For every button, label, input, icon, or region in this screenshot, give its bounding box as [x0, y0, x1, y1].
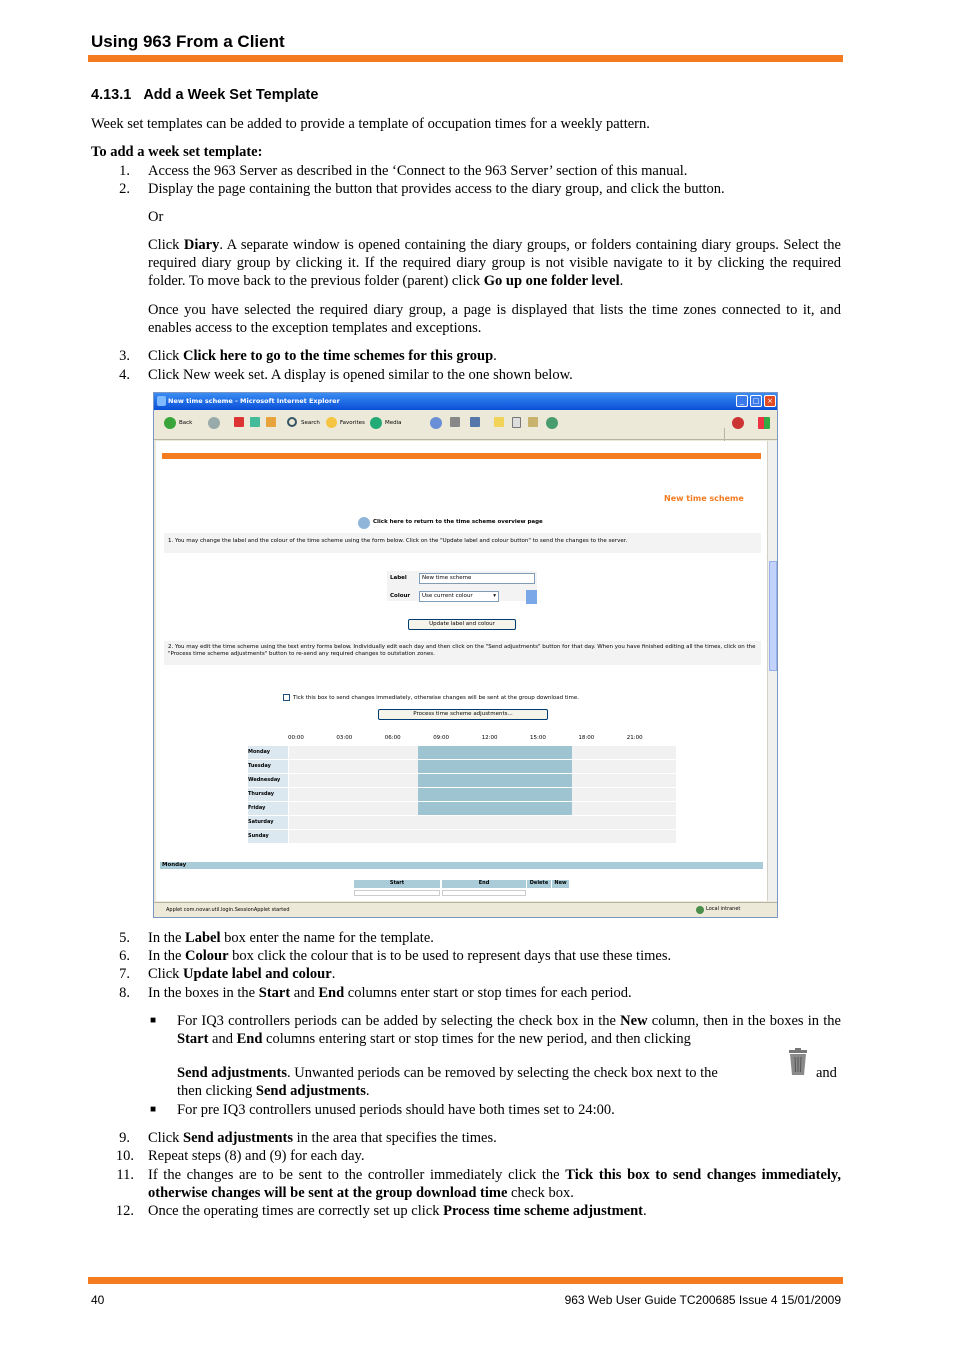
hour-label: 09:00 — [433, 735, 450, 741]
step-9: Click Send adjustments in the area that specifies the times. — [148, 1130, 497, 1146]
bullet-marker: ■ — [150, 1104, 157, 1115]
hour-label: 21:00 — [626, 735, 643, 741]
header-rule — [88, 55, 843, 62]
col-delete: Delete — [527, 880, 551, 888]
browser-screenshot — [153, 392, 778, 918]
zone-text: Local intranet — [706, 906, 741, 912]
norton-icon[interactable] — [732, 417, 744, 429]
refresh-icon[interactable] — [250, 417, 260, 427]
hour-label: 06:00 — [384, 735, 401, 741]
bullet-1-cont: Send adjustments. Unwanted periods can be removed by selecting the check box next to the — [177, 1065, 718, 1081]
stop-icon[interactable] — [234, 417, 244, 427]
colour-select[interactable]: Use current colour ▾ — [419, 591, 499, 602]
intranet-icon — [696, 906, 704, 914]
media-icon[interactable] — [370, 417, 382, 429]
footer-rule — [88, 1277, 843, 1284]
close-icon[interactable]: × — [764, 395, 776, 407]
status-bar: Applet com.novar.util.login.SessionApplet started — [154, 902, 777, 917]
day-track[interactable] — [289, 816, 676, 829]
col-start: Start — [354, 880, 440, 888]
forward-icon[interactable] — [208, 417, 220, 429]
media-button[interactable]: Media — [385, 420, 402, 426]
scroll-thumb[interactable] — [769, 561, 777, 671]
day-track[interactable] — [289, 830, 676, 843]
start-input[interactable] — [354, 890, 440, 896]
bullet-2: For pre IQ3 controllers unused periods should have both times set to 24:00. — [177, 1102, 615, 1118]
note-1: 1. You may change the label and the colour of the time scheme using the form below. Click on the "Update label and colour button" to send the changes to the server. — [168, 538, 628, 544]
return-arrow-icon[interactable] — [358, 517, 370, 529]
page-icon[interactable] — [512, 417, 521, 428]
day-bar-label: Monday — [162, 862, 187, 868]
diary-paragraph: Click Diary. A separate window is opened containing the diary groups, or folders containing diary groups. Select the required diary group by clicking it. If the required diary group is not visible navigate to it by clicking the required folder. To move back to the previous folder (parent) click Go up one folder level. — [148, 237, 841, 289]
step-4: Click New week set. A display is opened similar to the one shown below. — [148, 367, 573, 383]
step-6: In the Colour box click the colour that is to be used to represent days that use these times. — [148, 948, 672, 964]
step-5: In the Label box enter the name for the template. — [148, 930, 434, 946]
label-caption: Label — [390, 575, 407, 581]
hour-label: 03:00 — [336, 735, 353, 741]
section-title: 4.13.1 Add a Week Set Template — [91, 87, 319, 103]
chevron-down-icon: ▾ — [493, 593, 496, 599]
search-icon[interactable] — [287, 417, 297, 427]
hour-label: 12:00 — [481, 735, 498, 741]
hour-labels — [288, 735, 678, 743]
bullet-1-end: then clicking Send adjustments. — [177, 1083, 370, 1099]
process-adjustments-button[interactable]: Process time scheme adjustments... — [378, 709, 548, 720]
maximize-icon[interactable]: □ — [750, 395, 762, 407]
day-label: Sunday — [248, 830, 288, 843]
ie-icon — [157, 396, 166, 406]
edit-icon[interactable] — [470, 417, 480, 427]
send-immediately-checkbox[interactable] — [283, 694, 290, 701]
day-label: Friday — [248, 802, 288, 815]
page-number: 40 — [91, 1293, 105, 1307]
end-input[interactable] — [442, 890, 526, 896]
vertical-scrollbar[interactable] — [767, 441, 777, 901]
occupied-block[interactable] — [418, 746, 572, 759]
procedure-heading: To add a week set template: — [91, 144, 263, 160]
or-text: Or — [148, 209, 164, 225]
window-titlebar: New time scheme - Microsoft Internet Explorer — [154, 393, 777, 410]
step-12: Once the operating times are correctly set up click Process time scheme adjustment. — [148, 1203, 647, 1219]
colour-swatch[interactable] — [526, 590, 537, 604]
col-new: New — [552, 880, 569, 888]
day-label: Thursday — [248, 788, 288, 801]
step-11: If the changes are to be sent to the controller immediately click the Tick this box to send changes immediately, otherwise changes will be sent at the group download time check box. — [148, 1167, 842, 1201]
minimize-icon[interactable]: _ — [736, 395, 748, 407]
return-link[interactable]: Click here to return to the time scheme overview page — [373, 519, 543, 525]
col-end: End — [442, 880, 526, 888]
step-8: In the boxes in the Start and End columns enter start or stop times for each period. — [148, 985, 632, 1001]
bullet-1: For IQ3 controllers periods can be added by selecting the check box in the New column, then in the boxes in the Start and End columns entering start or stop times for the new period, and then clicking — [177, 1013, 841, 1047]
occupied-block[interactable] — [418, 760, 572, 773]
colour-caption: Colour — [390, 593, 411, 599]
note-2: 2. You may edit the time scheme using the text entry forms below. Individually edit each day and then click on the "Send adjustments" button for that day. When you have finished editing all the times, click on the "Process time scheme adjustments" button to re-send any required changes to outstation zones. — [168, 644, 756, 657]
update-label-colour-button[interactable]: Update label and colour — [408, 619, 516, 630]
week-grid — [248, 746, 678, 844]
page-heading: New time scheme — [664, 494, 744, 503]
day-label: Saturday — [248, 816, 288, 829]
folder-icon[interactable] — [494, 417, 504, 427]
label-input[interactable]: New time scheme — [419, 573, 535, 584]
favorites-icon[interactable] — [326, 417, 337, 428]
step-10: Repeat steps (8) and (9) for each day. — [148, 1148, 365, 1164]
tools-icon[interactable] — [528, 417, 538, 427]
bullet-marker: ■ — [150, 1015, 157, 1026]
hour-label: 18:00 — [578, 735, 595, 741]
windows-logo-icon — [758, 417, 770, 429]
step-7: Click Update label and colour. — [148, 966, 336, 982]
trash-can-icon — [786, 1048, 810, 1076]
page-content — [156, 441, 767, 901]
intro-text: Week set templates can be added to provide a template of occupation times for a weekly pattern. — [91, 116, 650, 132]
occupied-block[interactable] — [418, 774, 572, 787]
occupied-block[interactable] — [418, 788, 572, 801]
step-2: Display the page containing the button that provides access to the diary group, and click the button. — [148, 181, 725, 197]
day-label: Wednesday — [248, 774, 288, 787]
history-icon[interactable] — [430, 417, 442, 429]
favorites-button[interactable]: Favorites — [340, 420, 365, 426]
browser-toolbar — [154, 410, 777, 440]
send-immediately-label: Tick this box to send changes immediately, otherwise changes will be sent at the group download time. — [293, 695, 579, 701]
day-bar — [160, 862, 763, 869]
step-3: Click Click here to go to the time schemes for this group. — [148, 348, 497, 364]
messenger-icon[interactable] — [546, 417, 558, 429]
print-icon[interactable] — [450, 417, 460, 427]
home-icon[interactable] — [266, 417, 276, 427]
back-icon[interactable] — [164, 417, 176, 429]
day-label: Monday — [248, 746, 288, 759]
day-label: Tuesday — [248, 760, 288, 773]
back-button[interactable]: Back — [179, 420, 193, 426]
page-accent-bar — [162, 453, 761, 459]
footer-doc-info: 963 Web User Guide TC200685 Issue 4 15/01/2009 — [564, 1293, 841, 1307]
once-selected-paragraph: Once you have selected the required diary group, a page is displayed that lists the time zones connected to it, and enables access to the exception templates and exceptions. — [148, 302, 841, 336]
hour-label: 00:00 — [288, 735, 304, 741]
step-1: Access the 963 Server as described in the ‘Connect to the 963 Server’ section of this manual. — [148, 163, 688, 179]
occupied-block[interactable] — [418, 802, 572, 815]
hour-label: 15:00 — [530, 735, 546, 741]
header-title: Using 963 From a Client — [91, 32, 285, 51]
search-button[interactable]: Search — [301, 420, 320, 426]
